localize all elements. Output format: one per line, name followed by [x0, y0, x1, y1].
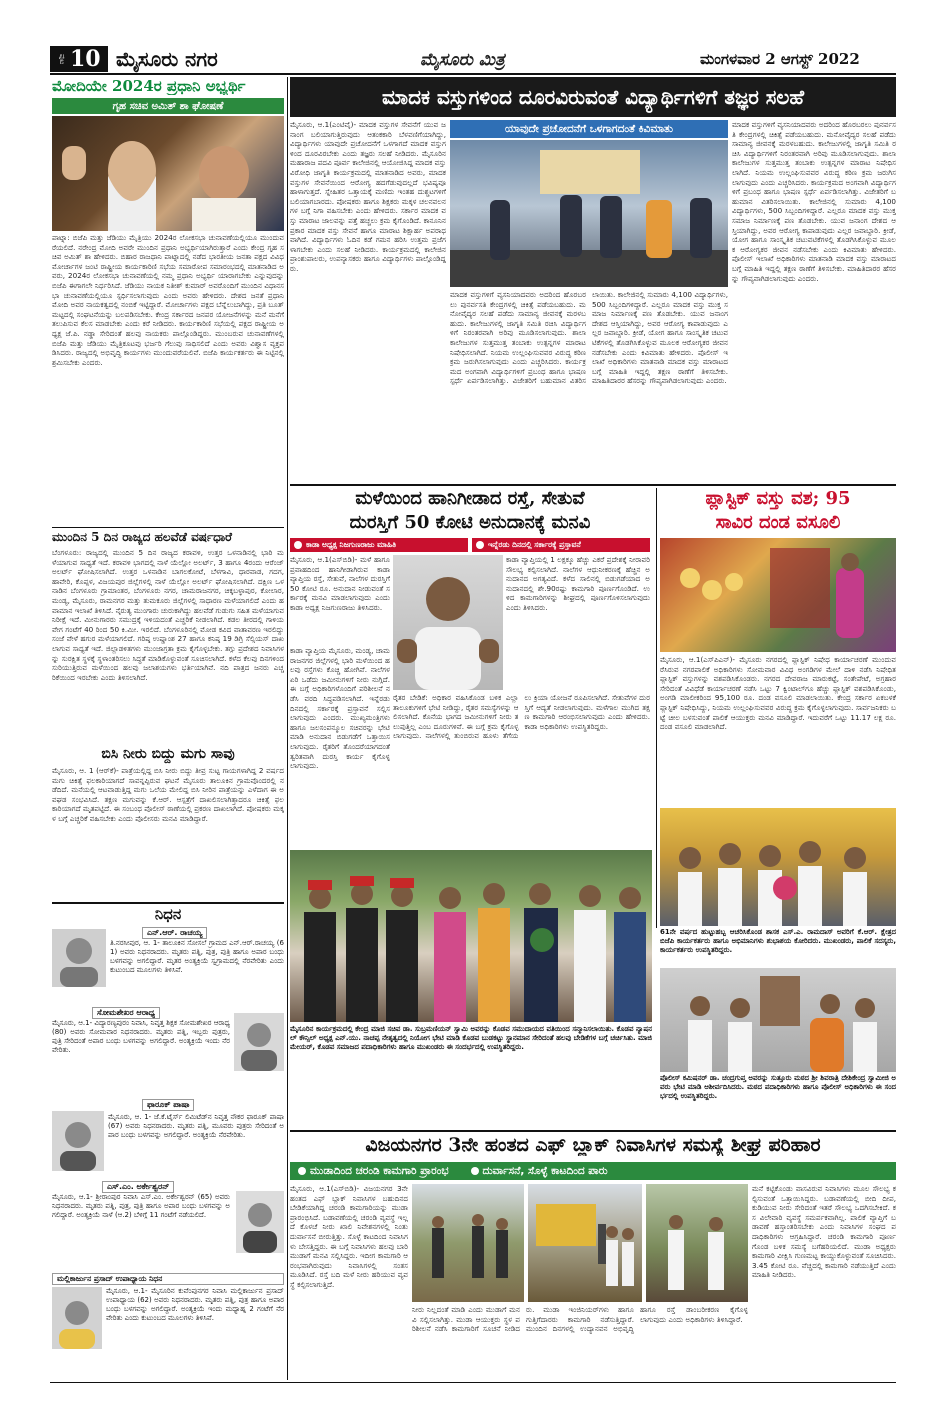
obituary-name: ಫಾರೂಕ್ ಪಾಷಾ	[142, 1099, 194, 1111]
obituary-text: ಮೈಸೂರು, ಆ. 1- ಜೆ.ಕೆ.ಟೈರ್ಸ್ ಲಿಮಿಟೆಡ್‌ನ ನಿವೃತ್ತ ನೌಕರ ಫಾರೂಕ್ ಪಾಷಾ (67) ಅವರು ನಿಧನರಾದರು. ಮೃತರು ಪತ್ನಿ, ಮೂವರು ಪುತ್ರರು ಸೇರಿದಂತೆ ಅಪಾರ ಬಂಧು ಬಳಗವನ್ನು ಅಗಲಿದ್ದಾರೆ. ಅಂತ್ಯಕ್ರಿಯೆ ನೆರವೇರಿತು.	[108, 1113, 284, 1139]
roads-headline-2: ದುರಸ್ತಿಗೆ 50 ಕೋಟಿ ಅನುದಾನಕ್ಕೆ ಮನವಿ	[349, 512, 591, 533]
drugs-headline-banner	[290, 77, 896, 117]
drugs-event-photo	[450, 140, 728, 287]
obituary-text: ತಿ.ನರಸೀಪುರ, ಆ. 1- ತಾಲೂಕಿನ ಸೋಸಲೆ ಗ್ರಾಮದ ಎನ್.ಆರ್.ರಾಚಯ್ಯ (61) ಅವರು ನಿಧನರಾದರು. ಮೃತರು ಪತ್ನಿ, ಪುತ್ರ, ಪುತ್ರಿ ಹಾಗೂ ಅಪಾರ ಬಂಧು ಬಳಗವನ್ನು ಅಗಲಿದ್ದಾರೆ. ಮೃತರ ಅಂತ್ಯಕ್ರಿಯೆ ಸ್ವಗ್ರಾಮದಲ್ಲಿ ನೆರವೇರಿತು ಎಂದು ಕುಟುಂಬದ ಮೂಲಗಳು ತಿಳಿಸಿವೆ.	[110, 939, 284, 974]
paper-name: ಮೈಸೂರು ಮಿತ್ರ	[420, 50, 505, 70]
birthday-caption: 61ನೇ ವರ್ಷದ ಹುಟ್ಟುಹಬ್ಬ ಆಚರಿಸಿಕೊಂಡ ಶಾಸಕ ಎಸ್.ಎ. ರಾಮದಾಸ್ ಅವರಿಗೆ ಕೆ.ಆರ್. ಕ್ಷೇತ್ರದ ಬಿಜೆಪಿ ಕಾರ್ಯಕರ್ತರು ಹಾಗೂ ಅಭಿಮಾನಿಗಳು ಶುಭಾಶಯ ಕೋರಿದರು. ಮುಖಂಡರು, ಪಾಲಿಕೆ ಸದಸ್ಯರು, ಕಾರ್ಯಕರ್ತರು ಉಪಸ್ಥಿತರಿದ್ದರು.	[660, 928, 896, 954]
obit-rule	[52, 902, 284, 904]
vijayanagar-bullet-2: ದುರ್ವಾಸನೆ, ಸೊಳ್ಳೆ ಕಾಟದಿಂದ ಪಾರು	[471, 1165, 608, 1178]
bullet-icon	[476, 541, 484, 549]
obituary-name: ಎಸ್.ಎಂ. ಅರ್ಕೇಶ್ವರನ್	[102, 1181, 174, 1193]
vijayanagar-headline: ವಿಜಯನಗರ 3ನೇ ಹಂತದ ಎಫ್ ಬ್ಲಾಕ್ ನಿವಾಸಿಗಳ ಸಮಸ್ಯೆ ಶೀಘ್ರ ಪರಿಹಾರ	[365, 1134, 821, 1156]
obituary-item	[52, 1007, 284, 1097]
obituary-item	[52, 1181, 284, 1271]
obituary-title: ನಿಧನ	[154, 905, 182, 923]
kada-chairman-photo	[393, 555, 503, 690]
birthday-photo	[660, 808, 896, 926]
rain-headline: ಮುಂದಿನ 5 ದಿನ ರಾಜ್ಯದ ಹಲವೆಡೆ ವರ್ಷಧಾರೆ	[52, 530, 232, 544]
roads-body-a: ಮೈಸೂರು, ಆ.1(ಎಸ್‌ಬಿಡಿ)- ಮಳೆ ಹಾಗೂ ಪ್ರವಾಹದಿಂದ ಹಾನಿಗೀಡಾಗಿರುವ ಕಾಡಾ ವ್ಯಾಪ್ತಿಯ ರಸ್ತೆ, ಸೇತುವೆ, ನಾಲೆಗಳ ದುರಸ್ತಿಗೆ 50 ಕೋಟಿ ರೂ. ಅನುದಾನ ನೀಡುವಂತೆ ಸರ್ಕಾರಕ್ಕೆ ಮನವಿ ಮಾಡಲಾಗುವುದು ಎಂದು ಕಾಡಾ ಅಧ್ಯಕ್ಷ ನಿಜಗುಣರಾಜು ತಿಳಿಸಿದರು.	[290, 555, 390, 612]
obituary-name: ಮಲ್ಲಿಕಾರ್ಜುನ ಪ್ರಸಾದ್ ಉಪಾಧ್ಯಾಯ ನಿಧನ	[52, 1273, 284, 1285]
obituary-photo	[52, 1287, 102, 1349]
vijayanagar-body-left: ಮೈಸೂರು, ಆ.1(ಎಸ್‌ಬಿಡಿ)- ವಿಜಯನಗರ 3ನೇ ಹಂತದ ಎಫ್ ಬ್ಲಾಕ್ ನಿವಾಸಿಗಳ ಬಹುದಿನದ ಬೇಡಿಕೆಯಾಗಿದ್ದ ಚರಂಡಿ ಕಾಮಗಾರಿಯನ್ನು ಮುಡಾ ಪ್ರಾರಂಭಿಸಿದೆ. ಬಡಾವಣೆಯಲ್ಲಿ ಚರಂಡಿ ವ್ಯವಸ್ಥೆ ಇಲ್ಲದೆ ಕೊಳಚೆ ನೀರು ಖಾಲಿ ನಿವೇಶನಗಳಲ್ಲಿ ನಿಂತು ದುರ್ವಾಸನೆ ಬೀರುತ್ತಿತ್ತು. ಸೊಳ್ಳೆ ಕಾಟದಿಂದ ನಿವಾಸಿಗಳು ಬೇಸತ್ತಿದ್ದರು. ಈ ಬಗ್ಗೆ ನಿವಾಸಿಗಳು ಹಲವು ಬಾರಿ ಮುಡಾಗೆ ಮನವಿ ಸಲ್ಲಿಸಿದ್ದರು. ಇದೀಗ ಕಾಮಗಾರಿ ಆರಂಭವಾಗಿರುವುದು ನಿವಾಸಿಗಳಲ್ಲಿ ಸಂತಸ ಮೂಡಿಸಿದೆ. ರಸ್ತೆ ಬದಿ ಮಳೆ ನೀರು ಹರಿಯುವ ವ್ಯವಸ್ಥೆ ಕಲ್ಪಿಸಲಾಗುತ್ತಿದೆ.	[290, 1184, 408, 1289]
drugs-headline: ಮಾದಕ ವಸ್ತುಗಳಿಂದ ದೂರವಿರುವಂತೆ ವಿದ್ಯಾರ್ಥಿಗಳಿಗೆ ತಜ್ಞರ ಸಲಹೆ	[381, 85, 804, 109]
roads-body-b: ಕಾಡಾ ವ್ಯಾಪ್ತಿಯ ಮೈಸೂರು, ಮಂಡ್ಯ, ಚಾಮರಾಜನಗರ ಜಿಲ್ಲೆಗಳಲ್ಲಿ ಭಾರಿ ಮಳೆಯಿಂದ ಹಲವು ರಸ್ತೆಗಳು ಕೊಚ್ಚಿ ಹೋಗಿವೆ. ನಾಲೆಗಳ ಏರಿ ಒಡೆದು ಜಮೀನುಗಳಿಗೆ ನೀರು ನುಗ್ಗಿದೆ. ಈ ಬಗ್ಗೆ ಅಧಿಕಾರಿಗಳೊಂದಿಗೆ ಪರಿಶೀಲನೆ ನಡೆಸಿ ವರದಿ ಸಿದ್ಧಪಡಿಸಲಾಗಿದೆ. ಇನ್ನೆರಡು ದಿನದಲ್ಲಿ ಸರ್ಕಾರಕ್ಕೆ ಪ್ರಸ್ತಾವನೆ ಸಲ್ಲಿಸಲಾಗುವುದು ಎಂದರು. ಮುಖ್ಯಮಂತ್ರಿಗಳು ಹಾಗೂ ಜಲಸಂಪನ್ಮೂಲ ಸಚಿವರನ್ನು ಭೇಟಿ ಮಾಡಿ ಅನುದಾನ ಬಿಡುಗಡೆಗೆ ಒತ್ತಾಯಿಸಲಾಗುವುದು. ರೈತರಿಗೆ ತೊಂದರೆಯಾಗದಂತೆ ತ್ವರಿತವಾಗಿ ದುರಸ್ತಿ ಕಾರ್ಯ ಕೈಗೊಳ್ಳಲಾಗುವುದು.	[290, 646, 390, 771]
obituary-text: ಮೈಸೂರು, ಆ.1- ವಿದ್ಯಾರಣ್ಯಪುರಂ ನಿವಾಸಿ, ನಿವೃತ್ತ ಶಿಕ್ಷಕ ಸೋಮಶೇಖರ ಆರಾಧ್ಯ (80) ಅವರು ಸೋಮವಾರ ನಿಧನರಾದರು. ಮೃತರು ಪತ್ನಿ, ಇಬ್ಬರು ಪುತ್ರರು, ಪುತ್ರಿ ಸೇರಿದಂತೆ ಅಪಾರ ಬಂಧು ಬಳಗವನ್ನು ಅಗಲಿದ್ದಾರೆ. ಅಂತ್ಯಕ್ರಿಯೆ ಇಂದು ನೆರವೇರಿತು.	[52, 1019, 230, 1054]
obituary-text: ಮೈಸೂರು, ಆ.1- ಮೈಸೂರಿನ ಕುವೆಂಪುನಗರ ನಿವಾಸಿ ಮಲ್ಲಿಕಾರ್ಜುನ ಪ್ರಸಾದ್ ಉಪಾಧ್ಯಾಯ (62) ಅವರು ನಿಧನರಾದರು. ಮೃತರು ಪತ್ನಿ, ಪುತ್ರ ಹಾಗೂ ಅಪಾರ ಬಂಧು ಬಳಗವನ್ನು ಅಗಲಿದ್ದಾರೆ. ಅಂತ್ಯಕ್ರಿಯೆ ಇಂದು ಮಧ್ಯಾಹ್ನ 2 ಗಂಟೆಗೆ ನೆರವೇರಿತು ಎಂದು ಕುಟುಂಬದ ಮೂಲಗಳು ತಿಳಿಸಿವೆ.	[106, 1287, 284, 1322]
obituary-item	[52, 1273, 284, 1379]
bullet-icon	[294, 541, 302, 549]
vijayanagar-photo-1	[412, 1184, 524, 1302]
obituary-name: ಸೋಮಶೇಖರ ಆರಾಧ್ಯ	[92, 1007, 160, 1019]
felicitation-caption: ಮೈಸೂರಿನ ಕಾರ್ಯಕ್ರಮದಲ್ಲಿ ಕೇಂದ್ರ ಮಾಜಿ ಸಚಿವ ಡಾ. ಸುಬ್ರಮಣಿಯನ್ ಸ್ವಾಮಿ ಅವರನ್ನು ಕೊಡವ ಸಮುದಾಯದ ವತಿಯಿಂದ ಸನ್ಮಾನಿಸಲಾಯಿತು. ಕೊಡವ ನ್ಯಾಷನಲ್ ಕೌನ್ಸಿಲ್ ಅಧ್ಯಕ್ಷ ಎನ್.ಯು. ನಾಚಪ್ಪ ನೇತೃತ್ವದಲ್ಲಿ ನಿಯೋಗ ಭೇಟಿ ಮಾಡಿ ಕೊಡವ ಬುಡಕಟ್ಟು ಸ್ಥಾನಮಾನ ಸೇರಿದಂತೆ ಹಲವು ಬೇಡಿಕೆಗಳ ಬಗ್ಗೆ ಚರ್ಚಿಸಿತು. ಮಾಜಿ ಮೇಯರ್, ಕೊಡವ ಸಮಾಜದ ಪದಾಧಿಕಾರಿಗಳು ಹಾಗೂ ಮುಖಂಡರು ಈ ಸಂದರ್ಭದಲ್ಲಿ ಉಪಸ್ಥಿತರಿದ್ದರು.	[290, 1025, 652, 1051]
vijayanagar-rule	[290, 1130, 896, 1132]
drugs-subhead: ಯಾವುದೇ ಪ್ರಚೋದನೆಗೆ ಒಳಗಾಗದಂತೆ ಕಿವಿಮಾತು	[450, 120, 728, 138]
plastic-divider	[656, 488, 657, 928]
drugs-body-right: ಮಾದಕ ವಸ್ತುಗಳಿಗೆ ವ್ಯಸನಿಯಾದವರು ಅದರಿಂದ ಹೊರಬರಲು ಪುನರ್ವಸತಿ ಕೇಂದ್ರಗಳಲ್ಲಿ ಚಿಕಿತ್ಸೆ ಪಡೆಯಬಹುದು. ಮನೋವೈದ್ಯರ ಸಲಹೆ ಪಡೆದು ಸಾಮಾನ್ಯ ಜೀವನಕ್ಕೆ ಮರಳಬಹುದು. ಕಾಲೇಜುಗಳಲ್ಲಿ ಜಾಗೃತಿ ಸಮಿತಿ ರಚಿಸಿ ವಿದ್ಯಾರ್ಥಿಗಳಿಗೆ ನಿರಂತರವಾಗಿ ಅರಿವು ಮೂಡಿಸಲಾಗುವುದು. ಶಾಲಾ ಕಾಲೇಜುಗಳ ಸುತ್ತಮುತ್ತ ತಂಬಾಕು ಉತ್ಪನ್ನಗಳ ಮಾರಾಟ ನಿಷೇಧಿಸಲಾಗಿದೆ. ನಿಯಮ ಉಲ್ಲಂಘಿಸುವವರ ವಿರುದ್ಧ ಕಠಿಣ ಕ್ರಮ ಜರುಗಿಸಲಾಗುವುದು ಎಂದು ಎಚ್ಚರಿಸಿದರು. ಕಾರ್ಯಕ್ರಮದ ಅಂಗವಾಗಿ ವಿದ್ಯಾರ್ಥಿಗಳಿಗೆ ಪ್ರಬಂಧ ಹಾಗೂ ಭಾಷಣ ಸ್ಪರ್ಧೆ ಏರ್ಪಡಿಸಲಾಗಿತ್ತು. ವಿಜೇತರಿಗೆ ಬಹುಮಾನ ವಿತರಿಸಲಾಯಿತು. ಕಾಲೇಜಿನಲ್ಲಿ ಸುಮಾರು 4,100 ವಿದ್ಯಾರ್ಥಿಗಳು, 500 ಸಿಬ್ಬಂದಿಗಳಿದ್ದಾರೆ. ಎಲ್ಲರೂ ಮಾದಕ ವಸ್ತು ಮುಕ್ತ ಸಮಾಜ ನಿರ್ಮಾಣಕ್ಕೆ ಪಣ ತೊಡಬೇಕು. ಯುವ ಜನಾಂಗ ದೇಶದ ಆಸ್ತಿಯಾಗಿದ್ದು, ಅವರ ಆರೋಗ್ಯ ಕಾಪಾಡುವುದು ಎಲ್ಲರ ಜವಾಬ್ದಾರಿ. ಕ್ರೀಡೆ, ಯೋಗ ಹಾಗೂ ಸಾಂಸ್ಕೃತಿಕ ಚಟುವಟಿಕೆಗಳಲ್ಲಿ ತೊಡಗಿಸಿಕೊಳ್ಳುವ ಮೂಲಕ ಆರೋಗ್ಯಕರ ಜೀವನ ನಡೆಸಬೇಕು ಎಂದು ಕಿವಿಮಾತು ಹೇಳಿದರು. ಪೊಲೀಸ್ ಇಲಾಖೆ ಅಧಿಕಾರಿಗಳು ಮಾತನಾಡಿ ಮಾದಕ ವಸ್ತು ಮಾರಾಟದ ಬಗ್ಗೆ ಮಾಹಿತಿ ಇದ್ದಲ್ಲಿ ತಕ್ಷಣ ಠಾಣೆಗೆ ತಿಳಿಸಬೇಕು. ಮಾಹಿತಿದಾರರ ಹೆಸರನ್ನು ಗೌಪ್ಯವಾಗಿಡಲಾಗುವುದು ಎಂದರು.	[732, 120, 896, 283]
modi-kicker: ಗೃಹ ಸಚಿವ ಅಮಿತ್ ಶಾ ಘೋಷಣೆ	[52, 98, 284, 114]
obituary-photo	[52, 1111, 104, 1171]
drugs-body-mid: ಮಾದಕ ವಸ್ತುಗಳಿಗೆ ವ್ಯಸನಿಯಾದವರು ಅದರಿಂದ ಹೊರಬರಲು ಪುನರ್ವಸತಿ ಕೇಂದ್ರಗಳಲ್ಲಿ ಚಿಕಿತ್ಸೆ ಪಡೆಯಬಹುದು. ಮನೋವೈದ್ಯರ ಸಲಹೆ ಪಡೆದು ಸಾಮಾನ್ಯ ಜೀವನಕ್ಕೆ ಮರಳಬಹುದು. ಕಾಲೇಜುಗಳಲ್ಲಿ ಜಾಗೃತಿ ಸಮಿತಿ ರಚಿಸಿ ವಿದ್ಯಾರ್ಥಿಗಳಿಗೆ ನಿರಂತರವಾಗಿ ಅರಿವು ಮೂಡಿಸಲಾಗುವುದು. ಶಾಲಾ ಕಾಲೇಜುಗಳ ಸುತ್ತಮುತ್ತ ತಂಬಾಕು ಉತ್ಪನ್ನಗಳ ಮಾರಾಟ ನಿಷೇಧಿಸಲಾಗಿದೆ. ನಿಯಮ ಉಲ್ಲಂಘಿಸುವವರ ವಿರುದ್ಧ ಕಠಿಣ ಕ್ರಮ ಜರುಗಿಸಲಾಗುವುದು ಎಂದು ಎಚ್ಚರಿಸಿದರು. ಕಾರ್ಯಕ್ರಮದ ಅಂಗವಾಗಿ ವಿದ್ಯಾರ್ಥಿಗಳಿಗೆ ಪ್ರಬಂಧ ಹಾಗೂ ಭಾಷಣ ಸ್ಪರ್ಧೆ ಏರ್ಪಡಿಸಲಾಗಿತ್ತು. ವಿಜೇತರಿಗೆ ಬಹುಮಾನ ವಿತರಿಸಲಾಯಿತು. ಕಾಲೇಜಿನಲ್ಲಿ ಸುಮಾರು 4,100 ವಿದ್ಯಾರ್ಥಿಗಳು, 500 ಸಿಬ್ಬಂದಿಗಳಿದ್ದಾರೆ. ಎಲ್ಲರೂ ಮಾದಕ ವಸ್ತು ಮುಕ್ತ ಸಮಾಜ ನಿರ್ಮಾಣಕ್ಕೆ ಪಣ ತೊಡಬೇಕು. ಯುವ ಜನಾಂಗ ದೇಶದ ಆಸ್ತಿಯಾಗಿದ್ದು, ಅವರ ಆರೋಗ್ಯ ಕಾಪಾಡುವುದು ಎಲ್ಲರ ಜವಾಬ್ದಾರಿ. ಕ್ರೀಡೆ, ಯೋಗ ಹಾಗೂ ಸಾಂಸ್ಕೃತಿಕ ಚಟುವಟಿಕೆಗಳಲ್ಲಿ ತೊಡಗಿಸಿಕೊಳ್ಳುವ ಮೂಲಕ ಆರೋಗ್ಯಕರ ಜೀವನ ನಡೆಸಬೇಕು ಎಂದು ಕಿವಿಮಾತು ಹೇಳಿದರು. ಪೊಲೀಸ್ ಇಲಾಖೆ ಅಧಿಕಾರಿಗಳು ಮಾತನಾಡಿ ಮಾದಕ ವಸ್ತು ಮಾರಾಟದ ಬಗ್ಗೆ ಮಾಹಿತಿ ಇದ್ದಲ್ಲಿ ತಕ್ಷಣ ಠಾಣೆಗೆ ತಿಳಿಸಬೇಕು. ಮಾಹಿತಿದಾರರ ಹೆಸರನ್ನು ಗೌಪ್ಯವಾಗಿಡಲಾಗುವುದು ಎಂದರು.	[450, 290, 728, 386]
page-bottom-rule	[50, 1382, 896, 1383]
child-headline: ಬಿಸಿ ನೀರು ಬಿದ್ದು ಮಗು ಸಾವು	[101, 746, 235, 762]
roads-body-d: ರೈತರ ಬೇಡಿಕೆ: ಅಧಿಕಾರ ವಹಿಸಿಕೊಂಡ ಬಳಿಕ ಎಲ್ಲಾ ತಾಲೂಕುಗಳಿಗೆ ಭೇಟಿ ನೀಡಿದ್ದು, ರೈತರ ಸಮಸ್ಯೆಗಳನ್ನು ಆಲಿಸಲಾಗಿದೆ. ಕೊನೆಯ ಭಾಗದ ಜಮೀನುಗಳಿಗೆ ನೀರು ತಲುಪುತ್ತಿಲ್ಲ ಎಂಬ ದೂರುಗಳಿವೆ. ಈ ಬಗ್ಗೆ ಕ್ರಮ ಕೈಗೊಳ್ಳಲಾಗುವುದು. ನಾಲೆಗಳಲ್ಲಿ ತುಂಬಿರುವ ಹೂಳು ತೆಗೆಯಲು ಕ್ರಿಯಾ ಯೋಜನೆ ರೂಪಿಸಲಾಗಿದೆ. ಸೇತುವೆಗಳ ದುರಸ್ತಿಗೆ ಆದ್ಯತೆ ನೀಡಲಾಗುವುದು. ಮಳೆಗಾಲ ಮುಗಿದ ತಕ್ಷಣ ಕಾಮಗಾರಿ ಆರಂಭಿಸಲಾಗುವುದು ಎಂದು ಹೇಳಿದರು. ಕಾಡಾ ಅಧಿಕಾರಿಗಳು ಉಪಸ್ಥಿತರಿದ್ದರು.	[393, 693, 650, 741]
bullet-icon	[298, 1167, 306, 1175]
vijayanagar-photo-3	[646, 1184, 748, 1302]
plastic-body: ಮೈಸೂರು, ಆ.1(ಎಸ್‌ಪಿಎನ್)- ಮೈಸೂರು ನಗರದಲ್ಲಿ ಪ್ಲಾಸ್ಟಿಕ್ ನಿಷೇಧ ಕಾರ್ಯಾಚರಣೆ ಮುಂದುವರೆಸಿರುವ ನಗರಪಾಲಿಕೆ ಅಧಿಕಾರಿಗಳು ಸೋಮವಾರ ವಿವಿಧ ಅಂಗಡಿಗಳ ಮೇಲೆ ದಾಳಿ ನಡೆಸಿ ನಿಷೇಧಿತ ಪ್ಲಾಸ್ಟಿಕ್ ವಸ್ತುಗಳನ್ನು ವಶಪಡಿಸಿಕೊಂಡರು. ನಗರದ ದೇವರಾಜ ಮಾರುಕಟ್ಟೆ, ಸಂತೇಪೇಟೆ, ಅಗ್ರಹಾರ ಸೇರಿದಂತೆ ವಿವಿಧೆಡೆ ಕಾರ್ಯಾಚರಣೆ ನಡೆಸಿ ಒಟ್ಟು 7 ಕ್ವಿಂಟಾಲ್‌ಗೂ ಹೆಚ್ಚು ಪ್ಲಾಸ್ಟಿಕ್ ವಶಪಡಿಸಿಕೊಂಡು, ಅಂಗಡಿ ಮಾಲೀಕರಿಂದ 95,100 ರೂ. ದಂಡ ವಸೂಲಿ ಮಾಡಲಾಯಿತು. ಕೇಂದ್ರ ಸರ್ಕಾರ ಏಕಬಳಕೆ ಪ್ಲಾಸ್ಟಿಕ್ ನಿಷೇಧಿಸಿದ್ದು, ನಿಯಮ ಉಲ್ಲಂಘಿಸುವವರ ವಿರುದ್ಧ ಕ್ರಮ ಕೈಗೊಳ್ಳಲಾಗುವುದು. ಸಾರ್ವಜನಿಕರು ಬಟ್ಟೆ ಚೀಲ ಬಳಸುವಂತೆ ಪಾಲಿಕೆ ಆಯುಕ್ತರು ಮನವಿ ಮಾಡಿದ್ದಾರೆ. ಇದುವರೆಗೆ ಒಟ್ಟು 11.17 ಲಕ್ಷ ರೂ. ದಂಡ ವಸೂಲಿ ಮಾಡಲಾಗಿದೆ.	[660, 655, 896, 732]
page-number-badge	[50, 46, 108, 72]
section-name: ಮೈಸೂರು ನಗರ	[116, 47, 218, 71]
page-number: 10	[70, 46, 101, 72]
vijayanagar-body-right: ಮನೆ ಕಟ್ಟಿಕೊಂಡು ವಾಸವಿರುವ ನಿವಾಸಿಗಳು ಮೂಲ ಸೌಲಭ್ಯ ಕಲ್ಪಿಸುವಂತೆ ಒತ್ತಾಯಿಸಿದ್ದರು. ಬಡಾವಣೆಯಲ್ಲಿ ಬೀದಿ ದೀಪ, ಕುಡಿಯುವ ನೀರು ಸೇರಿದಂತೆ ಇತರೆ ಸೌಲಭ್ಯ ಒದಗಿಸಬೇಕಿದೆ. ಕಸ ವಿಲೇವಾರಿ ವ್ಯವಸ್ಥೆ ಸಮರ್ಪಕವಾಗಿಲ್ಲ. ಪಾಲಿಕೆ ವ್ಯಾಪ್ತಿಗೆ ಬಡಾವಣೆ ಹಸ್ತಾಂತರಿಸಬೇಕು ಎಂದು ನಿವಾಸಿಗಳ ಸಂಘದ ಪದಾಧಿಕಾರಿಗಳು ಆಗ್ರಹಿಸಿದ್ದಾರೆ. ಚರಂಡಿ ಕಾಮಗಾರಿ ಪೂರ್ಣಗೊಂಡ ಬಳಿಕ ಸಮಸ್ಯೆ ಬಗೆಹರಿಯಲಿದೆ. ಮುಡಾ ಅಧ್ಯಕ್ಷರು ಕಾಮಗಾರಿ ವೀಕ್ಷಿಸಿ ಗುಣಮಟ್ಟ ಕಾಯ್ದುಕೊಳ್ಳುವಂತೆ ಸೂಚಿಸಿದರು. 3.45 ಕೋಟಿ ರೂ. ವೆಚ್ಚದಲ್ಲಿ ಕಾಮಗಾರಿ ನಡೆಯುತ್ತಿದೆ ಎಂದು ಮಾಹಿತಿ ನೀಡಿದರು.	[752, 1184, 896, 1280]
obituary-item	[52, 1099, 284, 1179]
modi-body: ಪಾಟ್ನಾ: ಬಿಜೆಪಿ ಮತ್ತು ಜೆಡಿಯು ಮೈತ್ರಿಯು 2024ರ ಲೋಕಸಭಾ ಚುನಾವಣೆಯಲ್ಲಿಯೂ ಮುಂದುವರೆಯಲಿದೆ. ನರೇಂದ್ರ ಮೋದಿ ಅವರೇ ಮುಂದಿನ ಪ್ರಧಾನಿ ಅಭ್ಯರ್ಥಿಯಾಗಿರುತ್ತಾರೆ ಎಂದು ಕೇಂದ್ರ ಗೃಹ ಸಚಿವ ಅಮಿತ್ ಶಾ ಹೇಳಿದರು. ಬಿಹಾರ ರಾಜಧಾನಿ ಪಾಟ್ನಾದಲ್ಲಿ ನಡೆದ ಭಾರತೀಯ ಜನತಾ ಪಕ್ಷದ ವಿವಿಧ ಮೋರ್ಚಾಗಳ ಜಂಟಿ ರಾಷ್ಟ್ರೀಯ ಕಾರ್ಯಕಾರಿಣಿ ಸಭೆಯ ಸಮಾರೋಪ ಸಮಾರಂಭದಲ್ಲಿ ಮಾತನಾಡಿದ ಅವರು, 2024ರ ಲೋಕಸಭಾ ಚುನಾವಣೆಯಲ್ಲಿ ನಮ್ಮ ಪ್ರಧಾನಿ ಅಭ್ಯರ್ಥಿ ಯಾರಾಗಬೇಕು ಎನ್ನುವುದನ್ನು ಬಿಜೆಪಿ ಈಗಾಗಲೇ ನಿರ್ಧರಿಸಿದೆ. ಜೆಡಿಯು ನಾಯಕ ನಿತೀಶ್ ಕುಮಾರ್ ಅವರೊಂದಿಗೆ ಮುಂದಿನ ವಿಧಾನಸಭಾ ಚುನಾವಣೆಯಲ್ಲಿಯೂ ಸ್ಪರ್ಧಿಸಲಾಗುವುದು ಎಂದು ಅವರು ಹೇಳಿದರು. ದೇಶದ ಜನತೆ ಪ್ರಧಾನಿ ಮೋದಿ ಅವರ ನಾಯಕತ್ವದಲ್ಲಿ ನಂಬಿಕೆ ಇಟ್ಟಿದ್ದಾರೆ. ಮೋರ್ಚಾಗಳು ಪಕ್ಷದ ಬೆನ್ನೆಲುಬಾಗಿದ್ದು, ಪ್ರತಿ ಬೂತ್ ಮಟ್ಟದಲ್ಲಿ ಸಂಘಟನೆಯನ್ನು ಬಲಪಡಿಸಬೇಕು. ಕೇಂದ್ರ ಸರ್ಕಾರದ ಜನಪರ ಯೋಜನೆಗಳನ್ನು ಮನೆ ಮನೆಗೆ ತಲುಪಿಸುವ ಕೆಲಸ ಮಾಡಬೇಕು ಎಂದು ಕರೆ ನೀಡಿದರು. ಕಾರ್ಯಕಾರಿಣಿ ಸಭೆಯಲ್ಲಿ ಪಕ್ಷದ ರಾಷ್ಟ್ರೀಯ ಅಧ್ಯಕ್ಷ ಜೆ.ಪಿ. ನಡ್ಡಾ ಸೇರಿದಂತೆ ಹಲವು ನಾಯಕರು ಪಾಲ್ಗೊಂಡಿದ್ದರು. ಮುಂಬರುವ ಚುನಾವಣೆಗಳಲ್ಲಿ ಬಿಜೆಪಿ ಮತ್ತು ಜೆಡಿಯು ಮೈತ್ರಿಕೂಟವು ಭರ್ಜರಿ ಗೆಲುವು ಸಾಧಿಸಲಿದೆ ಎಂದು ಅವರು ವಿಶ್ವಾಸ ವ್ಯಕ್ತಪಡಿಸಿದರು. ರಾಜ್ಯದಲ್ಲಿ ಅಭಿವೃದ್ಧಿ ಕಾರ್ಯಗಳು ಮುಂದುವರೆಯಲಿವೆ. ಬಿಜೆಪಿ ಕಾರ್ಯಕರ್ತರು ಈ ನಿಟ್ಟಿನಲ್ಲಿ ಶ್ರಮಿಸಬೇಕು ಎಂದರು.	[52, 233, 284, 367]
obituary-item	[52, 927, 284, 1005]
obituary-photo	[236, 1191, 284, 1253]
page-label: ಪುಟ	[50, 54, 66, 64]
plastic-headline-2: ಸಾವಿರ ದಂಡ ವಸೂಲಿ	[715, 512, 841, 533]
masthead	[0, 46, 945, 72]
rain-rule	[52, 527, 284, 528]
roads-headline-1: ಮಳೆಯಿಂದ ಹಾನಿಗೀಡಾದ ರಸ್ತೆ, ಸೇತುವೆ	[355, 488, 585, 509]
obituary-photo	[234, 1013, 284, 1071]
masthead-rule	[50, 73, 896, 75]
roads-bullet-1: ಕಾಡಾ ಅಧ್ಯಕ್ಷ ನಿಜಗುಣರಾಜು ಮಾಹಿತಿ	[290, 538, 468, 552]
drugs-body-left: ಮೈಸೂರು, ಆ.1(ಎಂಟಿವೈ)- ಮಾದಕ ವಸ್ತುಗಳ ಸೇವನೆಗೆ ಯುವ ಜನಾಂಗ ಬಲಿಯಾಗುತ್ತಿರುವುದು ಆತಂಕಕಾರಿ ಬೆಳವಣಿಗೆಯಾಗಿದ್ದು, ವಿದ್ಯಾರ್ಥಿಗಳು ಯಾವುದೇ ಪ್ರಚೋದನೆಗೆ ಒಳಗಾಗದೆ ಮಾದಕ ವಸ್ತುಗಳಿಂದ ದೂರವಿರಬೇಕು ಎಂದು ತಜ್ಞರು ಸಲಹೆ ನೀಡಿದರು. ಮೈಸೂರಿನ ಮಹಾರಾಜ ಪದವಿ ಪೂರ್ವ ಕಾಲೇಜಿನಲ್ಲಿ ಆಯೋಜಿಸಿದ್ದ ಮಾದಕ ವಸ್ತು ವಿರೋಧಿ ಜಾಗೃತಿ ಕಾರ್ಯಕ್ರಮದಲ್ಲಿ ಮಾತನಾಡಿದ ಅವರು, ಮಾದಕ ವಸ್ತುಗಳ ಸೇವನೆಯಿಂದ ಆರೋಗ್ಯ ಹದಗೆಡುವುದಲ್ಲದೆ ಭವಿಷ್ಯವೂ ಹಾಳಾಗುತ್ತದೆ. ಸ್ನೇಹಿತರ ಒತ್ತಾಯಕ್ಕೆ ಮಣಿದು ಇಂತಹ ದುಶ್ಚಟಗಳಿಗೆ ಬಲಿಯಾಗಬಾರದು. ಪೋಷಕರು ಹಾಗೂ ಶಿಕ್ಷಕರು ಮಕ್ಕಳ ಚಲನವಲನಗಳ ಬಗ್ಗೆ ನಿಗಾ ವಹಿಸಬೇಕು ಎಂದು ಹೇಳಿದರು. ಸರ್ಕಾರ ಮಾದಕ ವಸ್ತು ಮಾರಾಟ ಜಾಲವನ್ನು ಪತ್ತೆ ಹಚ್ಚಲು ಕ್ರಮ ಕೈಗೊಂಡಿದೆ. ಕಾನೂನಿನ ಪ್ರಕಾರ ಮಾದಕ ವಸ್ತು ಸೇವನೆ ಹಾಗೂ ಮಾರಾಟ ಶಿಕ್ಷಾರ್ಹ ಅಪರಾಧವಾಗಿದೆ. ವಿದ್ಯಾರ್ಥಿಗಳು ಓದಿನ ಕಡೆ ಗಮನ ಹರಿಸಿ ಉತ್ತಮ ಪ್ರಜೆಗಳಾಗಬೇಕು ಎಂದು ಸಲಹೆ ನೀಡಿದರು. ಕಾರ್ಯಕ್ರಮದಲ್ಲಿ ಕಾಲೇಜಿನ ಪ್ರಾಂಶುಪಾಲರು, ಉಪನ್ಯಾಸಕರು ಹಾಗೂ ವಿದ್ಯಾರ್ಥಿಗಳು ಪಾಲ್ಗೊಂಡಿದ್ದರು.	[290, 120, 446, 273]
vijayanagar-body-mid: ನೀರು ನಿಲ್ಲದಂತೆ ಮಾಡಿ ಎಂದು ಮುಡಾಗೆ ಮನವಿ ಸಲ್ಲಿಸಲಾಗಿತ್ತು. ಮುಡಾ ಆಯುಕ್ತರು ಸ್ಥಳ ಪರಿಶೀಲನೆ ನಡೆಸಿ ಕಾಮಗಾರಿಗೆ ಸೂಚನೆ ನೀಡಿದರು. ಮುಡಾ ಇಂಜಿನಿಯರ್‌ಗಳು ಹಾಗೂ ಗುತ್ತಿಗೆದಾರರು ಕಾಮಗಾರಿ ನಡೆಸುತ್ತಿದ್ದಾರೆ. ಮುಂದಿನ ದಿನಗಳಲ್ಲಿ ಉದ್ಯಾನವನ ಅಭಿವೃದ್ಧಿ ಹಾಗೂ ರಸ್ತೆ ಡಾಂಬರೀಕರಣ ಕೈಗೊಳ್ಳಲಾಗುವುದು ಎಂದು ಅಧಿಕಾರಿಗಳು ತಿಳಿಸಿದ್ದಾರೆ.	[412, 1305, 748, 1334]
modi-shah-photo	[52, 116, 284, 231]
felicitation-photo	[290, 850, 652, 1022]
obituary-photo	[52, 929, 106, 987]
plastic-raid-photo	[660, 538, 896, 652]
child-body: ಮೈಸೂರು, ಆ. 1 (ಆರ್‌ಕೆ)- ಪಾತ್ರೆಯಲ್ಲಿದ್ದ ಬಿಸಿ ನೀರು ಬಿದ್ದು ತೀವ್ರ ಸುಟ್ಟ ಗಾಯಗಳಾಗಿದ್ದ 2 ವರ್ಷದ ಮಗು ಚಿಕಿತ್ಸೆ ಫಲಕಾರಿಯಾಗದೆ ಸಾವನ್ನಪ್ಪಿರುವ ಘಟನೆ ಮೈಸೂರು ತಾಲೂಕಿನ ಗ್ರಾಮವೊಂದರಲ್ಲಿ ನಡೆದಿದೆ. ಮನೆಯಲ್ಲಿ ಆಟವಾಡುತ್ತಿದ್ದ ಮಗು ಒಲೆಯ ಮೇಲಿದ್ದ ಬಿಸಿ ನೀರಿನ ಪಾತ್ರೆಯನ್ನು ಎಳೆದಾಗ ಈ ಅವಘಡ ಸಂಭವಿಸಿದೆ. ತಕ್ಷಣ ಮಗುವನ್ನು ಕೆ.ಆರ್. ಆಸ್ಪತ್ರೆಗೆ ದಾಖಲಿಸಲಾಗಿತ್ತಾದರೂ ಚಿಕಿತ್ಸೆ ಫಲಕಾರಿಯಾಗದೆ ಮೃತಪಟ್ಟಿದೆ. ಈ ಸಂಬಂಧ ಪೊಲೀಸ್ ಠಾಣೆಯಲ್ಲಿ ಪ್ರಕರಣ ದಾಖಲಾಗಿದೆ. ಪೋಷಕರು ಮಕ್ಕಳ ಬಗ್ಗೆ ಎಚ್ಚರಿಕೆ ವಹಿಸಬೇಕು ಎಂದು ಪೊಲೀಸರು ಮನವಿ ಮಾಡಿದ್ದಾರೆ.	[52, 766, 284, 823]
police-photo	[660, 968, 896, 1072]
vijayanagar-photo-2	[528, 1184, 642, 1302]
roads-bullet-bar	[290, 538, 650, 552]
modi-headline: ಮೋದಿಯೇ 2024ರ ಪ್ರಧಾನಿ ಅಭ್ಯರ್ಥಿ	[52, 77, 246, 95]
vijayanagar-bullet-1: ಮುಡಾದಿಂದ ಚರಂಡಿ ಕಾಮಗಾರಿ ಪ್ರಾರಂಭ	[298, 1165, 449, 1178]
obituary-name: ಎನ್.ಆರ್. ರಾಚಯ್ಯ	[142, 927, 207, 939]
rain-body: ಬೆಂಗಳೂರು: ರಾಜ್ಯದಲ್ಲಿ ಮುಂದಿನ 5 ದಿನ ರಾಜ್ಯದ ಕರಾವಳಿ, ಉತ್ತರ ಒಳನಾಡಿನಲ್ಲಿ ಭಾರಿ ಮಳೆಯಾಗುವ ಸಾಧ್ಯತೆ ಇದೆ. ಕರಾವಳಿ ಭಾಗದಲ್ಲಿ ನಾಳೆ ಯೆಲ್ಲೋ ಅಲರ್ಟ್, 3 ಹಾಗೂ 4ರಂದು ಆರೆಂಜ್ ಅಲರ್ಟ್ ಘೋಷಿಸಲಾಗಿದೆ. ಉತ್ತರ ಒಳನಾಡಿನ ಬಾಗಲಕೋಟೆ, ಬೆಳಗಾವಿ, ಧಾರವಾಡ, ಗದಗ, ಹಾವೇರಿ, ಕೊಪ್ಪಳ, ವಿಜಯಪುರ ಜಿಲ್ಲೆಗಳಲ್ಲಿ ನಾಳೆ ಯೆಲ್ಲೋ ಅಲರ್ಟ್ ಘೋಷಿಸಲಾಗಿದೆ. ದಕ್ಷಿಣ ಒಳನಾಡಿನ ಬೆಂಗಳೂರು ಗ್ರಾಮಾಂತರ, ಬೆಂಗಳೂರು ನಗರ, ಚಾಮರಾಜನಗರ, ಚಿಕ್ಕಬಳ್ಳಾಪುರ, ಕೋಲಾರ, ಮಂಡ್ಯ, ಮೈಸೂರು, ರಾಮನಗರ ಮತ್ತು ತುಮಕೂರು ಜಿಲ್ಲೆಗಳಲ್ಲಿ ಸಾಧಾರಣ ಮಳೆಯಾಗಲಿದೆ ಎಂದು ಹವಾಮಾನ ಇಲಾಖೆ ತಿಳಿಸಿದೆ. ನೈರುತ್ಯ ಮುಂಗಾರು ಚುರುಕಾಗಿದ್ದು ಹಲವೆಡೆ ಗುಡುಗು ಸಹಿತ ಮಳೆಯಾಗುವ ನಿರೀಕ್ಷೆ ಇದೆ. ಮೀನುಗಾರರು ಸಮುದ್ರಕ್ಕೆ ಇಳಿಯದಂತೆ ಎಚ್ಚರಿಕೆ ನೀಡಲಾಗಿದೆ. ಕಡಲ ತೀರದಲ್ಲಿ ಗಾಳಿಯ ವೇಗ ಗಂಟೆಗೆ 40 ರಿಂದ 50 ಕಿ.ಮೀ. ಇರಲಿದೆ. ಬೆಂಗಳೂರಿನಲ್ಲಿ ಮೋಡ ಕವಿದ ವಾತಾವರಣ ಇರಲಿದ್ದು ಸಂಜೆ ವೇಳೆ ಹಗುರ ಮಳೆಯಾಗಲಿದೆ. ಗರಿಷ್ಠ ಉಷ್ಣಾಂಶ 27 ಹಾಗೂ ಕನಿಷ್ಠ 19 ಡಿಗ್ರಿ ಸೆಲ್ಸಿಯಸ್ ದಾಖಲಾಗುವ ಸಾಧ್ಯತೆ ಇದೆ. ಜಿಲ್ಲಾಡಳಿತಗಳು ಮುಂಜಾಗ್ರತಾ ಕ್ರಮ ಕೈಗೊಳ್ಳಬೇಕು. ತಗ್ಗು ಪ್ರದೇಶದ ನಿವಾಸಿಗಳನ್ನು ಸುರಕ್ಷಿತ ಸ್ಥಳಕ್ಕೆ ಸ್ಥಳಾಂತರಿಸಲು ಸಿದ್ಧತೆ ಮಾಡಿಕೊಳ್ಳುವಂತೆ ಸೂಚಿಸಲಾಗಿದೆ. ಕಳೆದ ಕೆಲವು ದಿನಗಳಿಂದ ಸುರಿಯುತ್ತಿರುವ ಮಳೆಯಿಂದ ಹಲವು ಜಲಾಶಯಗಳು ಭರ್ತಿಯಾಗಿವೆ. ನದಿ ಪಾತ್ರದ ಜನರು ಎಚ್ಚರಿಕೆಯಿಂದ ಇರಬೇಕು ಎಂದು ತಿಳಿಸಲಾಗಿದೆ.	[52, 548, 284, 682]
vijayanagar-bullet-bar	[290, 1162, 896, 1180]
police-caption: ಪೊಲೀಸ್ ಕಮಿಷನರ್ ಡಾ. ಚಂದ್ರಗುಪ್ತ ಅವರನ್ನು ಸುತ್ತೂರು ಮಠದ ಶ್ರೀ ಶಿವರಾತ್ರಿ ದೇಶಿಕೇಂದ್ರ ಸ್ವಾಮೀಜಿ ಅವರು ಭೇಟಿ ಮಾಡಿ ಆಶೀರ್ವದಿಸಿದರು. ಮಠದ ಪದಾಧಿಕಾರಿಗಳು ಹಾಗೂ ಪೊಲೀಸ್ ಅಧಿಕಾರಿಗಳು ಈ ಸಂದರ್ಭದಲ್ಲಿ ಉಪಸ್ಥಿತರಿದ್ದರು.	[660, 1074, 896, 1100]
obituary-text: ಮೈಸೂರು, ಆ.1- ಶ್ರೀರಾಂಪುರ ನಿವಾಸಿ ಎಸ್.ಎಂ. ಅರ್ಕೇಶ್ವರನ್ (65) ಅವರು ನಿಧನರಾದರು. ಮೃತರು ಪತ್ನಿ, ಪುತ್ರ, ಪುತ್ರಿ ಹಾಗೂ ಅಪಾರ ಬಂಧು ಬಳಗವನ್ನು ಅಗಲಿದ್ದಾರೆ. ಅಂತ್ಯಕ್ರಿಯೆ ನಾಳೆ (ಆ.2) ಬೆಳಿಗ್ಗೆ 11 ಗಂಟೆಗೆ ನಡೆಯಲಿದೆ.	[52, 1193, 230, 1219]
roads-bullet-2: ಇನ್ನೆರಡು ದಿನದಲ್ಲಿ ಸರ್ಕಾರಕ್ಕೆ ಪ್ರಸ್ತಾವನೆ	[472, 538, 650, 552]
roads-body-c: ಕಾಡಾ ವ್ಯಾಪ್ತಿಯಲ್ಲಿ 1 ಲಕ್ಷಕ್ಕೂ ಹೆಚ್ಚು ಎಕರೆ ಪ್ರದೇಶಕ್ಕೆ ನೀರಾವರಿ ಸೌಲಭ್ಯ ಕಲ್ಪಿಸಲಾಗಿದೆ. ನಾಲೆಗಳ ಆಧುನೀಕರಣಕ್ಕೆ ಹೆಚ್ಚಿನ ಅನುದಾನದ ಅಗತ್ಯವಿದೆ. ಕಳೆದ ಸಾಲಿನಲ್ಲಿ ಬಿಡುಗಡೆಯಾದ ಅನುದಾನದಲ್ಲಿ ಶೇ.90ರಷ್ಟು ಕಾಮಗಾರಿ ಪೂರ್ಣಗೊಂಡಿದೆ. ಉಳಿದ ಕಾಮಗಾರಿಗಳನ್ನು ಶೀಘ್ರದಲ್ಲಿ ಪೂರ್ಣಗೊಳಿಸಲಾಗುವುದು ಎಂದು ತಿಳಿಸಿದರು.	[506, 555, 650, 612]
bullet-icon	[471, 1167, 479, 1175]
plastic-headline-1: ಪ್ಲಾಸ್ಟಿಕ್ ವಸ್ತು ವಶ; 95	[705, 488, 851, 509]
issue-date: ಮಂಗಳವಾರ 2 ಆಗಸ್ಟ್ 2022	[700, 50, 860, 68]
column-divider	[287, 77, 288, 1380]
drugs-bottom-rule	[290, 484, 896, 486]
